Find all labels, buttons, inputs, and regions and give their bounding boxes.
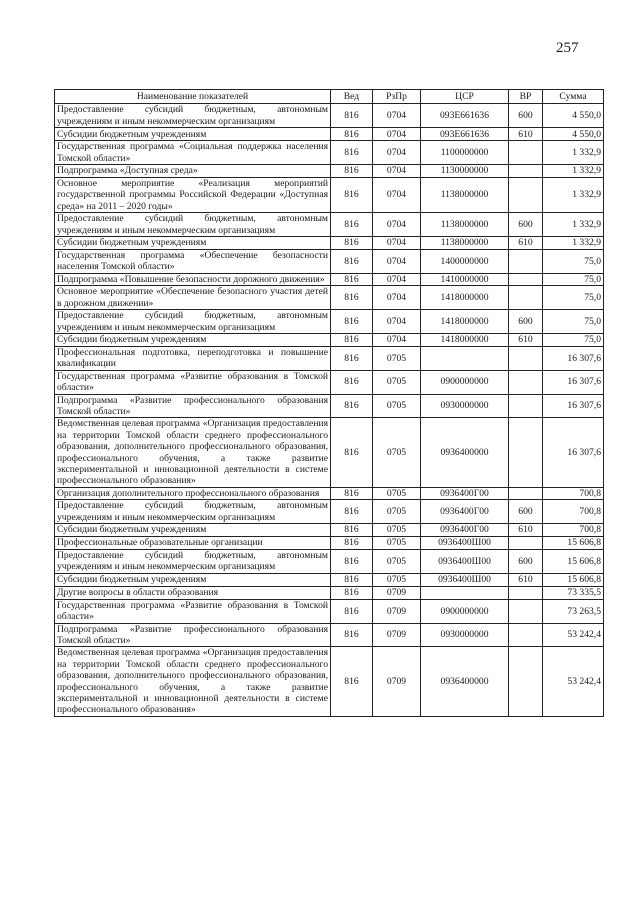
row-name: Государственная программа «Социальная поддержка населения Томской области» bbox=[55, 141, 331, 165]
header-vr: ВР bbox=[509, 90, 543, 104]
row-ved: 816 bbox=[331, 500, 373, 524]
table-body bbox=[55, 104, 604, 716]
page-number: 257 bbox=[556, 40, 579, 56]
row-ved: 816 bbox=[331, 273, 373, 285]
row-rzpr: 0705 bbox=[373, 500, 421, 524]
row-rzpr: 0704 bbox=[373, 310, 421, 334]
row-sum: 1 332,9 bbox=[543, 141, 604, 165]
row-ved: 816 bbox=[331, 550, 373, 574]
row-name: Субсидии бюджетным учреждениям bbox=[55, 573, 331, 586]
row-ved: 816 bbox=[331, 346, 373, 370]
row-name: Ведомственная целевая программа «Организация предоставления на территории Томской области среднего профессионального образования, дополнительного профессионального образования, профессионального обучения, а также развитие экспериментальной и инновационной деятельности в системе профессионального образования» bbox=[55, 647, 331, 716]
row-vr bbox=[509, 487, 543, 499]
row-ved: 816 bbox=[331, 141, 373, 165]
table-row bbox=[55, 286, 604, 310]
row-rzpr: 0704 bbox=[373, 213, 421, 237]
row-rzpr: 0704 bbox=[373, 104, 421, 128]
row-vr bbox=[509, 599, 543, 623]
row-ved: 816 bbox=[331, 286, 373, 310]
row-sum: 1 332,9 bbox=[543, 237, 604, 250]
table-row bbox=[55, 213, 604, 237]
row-sum: 16 307,6 bbox=[543, 418, 604, 487]
table-row bbox=[55, 346, 604, 370]
table-row bbox=[55, 128, 604, 141]
row-rzpr: 0709 bbox=[373, 586, 421, 599]
row-sum: 53 242,4 bbox=[543, 623, 604, 647]
row-sum: 4 550,0 bbox=[543, 128, 604, 141]
row-sum: 1 332,9 bbox=[543, 213, 604, 237]
row-sum: 4 550,0 bbox=[543, 104, 604, 128]
row-csr: 0936400000 bbox=[421, 418, 509, 487]
table-row bbox=[55, 370, 604, 394]
row-name: Основное мероприятие «Реализация мероприятий государственной программы Российской Федерации «Доступная среда» на 2011 – 2020 годы» bbox=[55, 178, 331, 213]
table-row bbox=[55, 250, 604, 274]
row-rzpr: 0705 bbox=[373, 370, 421, 394]
row-rzpr: 0704 bbox=[373, 178, 421, 213]
row-csr: 0936400Г00 bbox=[421, 524, 509, 537]
row-ved: 816 bbox=[331, 310, 373, 334]
row-rzpr: 0705 bbox=[373, 418, 421, 487]
row-ved: 816 bbox=[331, 128, 373, 141]
budget-table bbox=[54, 89, 604, 717]
table-row bbox=[55, 178, 604, 213]
row-csr bbox=[421, 586, 509, 599]
row-ved: 816 bbox=[331, 250, 373, 274]
row-csr: 1400000000 bbox=[421, 250, 509, 274]
row-sum: 73 335,5 bbox=[543, 586, 604, 599]
header-rzpr: РзПр bbox=[373, 90, 421, 104]
row-sum: 73 263,5 bbox=[543, 599, 604, 623]
table-row bbox=[55, 273, 604, 285]
row-csr: 0900000000 bbox=[421, 599, 509, 623]
table-row bbox=[55, 165, 604, 178]
row-csr: 1100000000 bbox=[421, 141, 509, 165]
row-ved: 816 bbox=[331, 394, 373, 418]
row-rzpr: 0704 bbox=[373, 165, 421, 178]
row-csr: 1418000000 bbox=[421, 333, 509, 346]
row-csr: 0936400Ш00 bbox=[421, 573, 509, 586]
row-csr: 1418000000 bbox=[421, 310, 509, 334]
table-row bbox=[55, 500, 604, 524]
row-rzpr: 0704 bbox=[373, 250, 421, 274]
row-name: Государственная программа «Развитие образования в Томской области» bbox=[55, 370, 331, 394]
row-sum: 700,8 bbox=[543, 524, 604, 537]
row-sum: 15 606,8 bbox=[543, 537, 604, 550]
table-row bbox=[55, 623, 604, 647]
row-csr: 1138000000 bbox=[421, 237, 509, 250]
row-csr: 093Е661636 bbox=[421, 104, 509, 128]
row-csr: 0936400Г00 bbox=[421, 500, 509, 524]
row-vr bbox=[509, 586, 543, 599]
row-csr: 1130000000 bbox=[421, 165, 509, 178]
row-vr: 610 bbox=[509, 333, 543, 346]
header-csr: ЦСР bbox=[421, 90, 509, 104]
row-vr: 610 bbox=[509, 128, 543, 141]
row-rzpr: 0704 bbox=[373, 273, 421, 285]
table-header bbox=[55, 90, 604, 104]
row-vr bbox=[509, 250, 543, 274]
header-sum: Сумма bbox=[543, 90, 604, 104]
row-csr: 0936400Г00 bbox=[421, 487, 509, 499]
row-vr: 610 bbox=[509, 524, 543, 537]
table-row bbox=[55, 524, 604, 537]
row-sum: 16 307,6 bbox=[543, 394, 604, 418]
row-name: Предоставление субсидий бюджетным, автономным учреждениям и иным некоммерческим организациям bbox=[55, 104, 331, 128]
row-vr bbox=[509, 141, 543, 165]
row-csr: 0936400000 bbox=[421, 647, 509, 716]
row-ved: 816 bbox=[331, 586, 373, 599]
row-csr: 1138000000 bbox=[421, 178, 509, 213]
table-row bbox=[55, 599, 604, 623]
header-ved: Вед bbox=[331, 90, 373, 104]
row-csr: 0930000000 bbox=[421, 623, 509, 647]
row-sum: 700,8 bbox=[543, 487, 604, 499]
row-sum: 16 307,6 bbox=[543, 370, 604, 394]
row-name: Предоставление субсидий бюджетным, автономным учреждениям и иным некоммерческим организациям bbox=[55, 500, 331, 524]
table-row bbox=[55, 586, 604, 599]
row-sum: 15 606,8 bbox=[543, 550, 604, 574]
row-vr: 600 bbox=[509, 550, 543, 574]
row-vr bbox=[509, 178, 543, 213]
header-row bbox=[55, 90, 604, 104]
row-ved: 816 bbox=[331, 165, 373, 178]
row-sum: 1 332,9 bbox=[543, 178, 604, 213]
row-rzpr: 0705 bbox=[373, 394, 421, 418]
row-sum: 1 332,9 bbox=[543, 165, 604, 178]
row-vr bbox=[509, 165, 543, 178]
row-ved: 816 bbox=[331, 370, 373, 394]
row-name: Профессиональные образовательные организации bbox=[55, 537, 331, 550]
row-vr bbox=[509, 418, 543, 487]
row-csr: 1418000000 bbox=[421, 286, 509, 310]
row-name: Предоставление субсидий бюджетным, автономным учреждениям и иным некоммерческим организациям bbox=[55, 550, 331, 574]
row-ved: 816 bbox=[331, 623, 373, 647]
row-vr bbox=[509, 273, 543, 285]
row-name: Подпрограмма «Повышение безопасности дорожного движения» bbox=[55, 273, 331, 285]
row-vr bbox=[509, 286, 543, 310]
row-ved: 816 bbox=[331, 178, 373, 213]
row-rzpr: 0709 bbox=[373, 599, 421, 623]
row-csr: 1138000000 bbox=[421, 213, 509, 237]
row-name: Субсидии бюджетным учреждениям bbox=[55, 333, 331, 346]
row-rzpr: 0704 bbox=[373, 333, 421, 346]
table-row bbox=[55, 394, 604, 418]
row-rzpr: 0704 bbox=[373, 286, 421, 310]
row-name: Основное мероприятие «Обеспечение безопасного участия детей в дорожном движении» bbox=[55, 286, 331, 310]
table-row bbox=[55, 104, 604, 128]
row-ved: 816 bbox=[331, 237, 373, 250]
row-rzpr: 0709 bbox=[373, 647, 421, 716]
row-vr bbox=[509, 647, 543, 716]
row-ved: 816 bbox=[331, 333, 373, 346]
row-sum: 16 307,6 bbox=[543, 346, 604, 370]
row-csr bbox=[421, 346, 509, 370]
row-ved: 816 bbox=[331, 537, 373, 550]
row-ved: 816 bbox=[331, 647, 373, 716]
row-name: Подпрограмма «Развитие профессионального образования Томской области» bbox=[55, 623, 331, 647]
row-name: Ведомственная целевая программа «Организация предоставления на территории Томской области среднего профессионального образования, дополнительного профессионального образования, профессионального обучения, а также развитие экспериментальной и инновационной деятельности в системе профессионального образования» bbox=[55, 418, 331, 487]
table-row bbox=[55, 418, 604, 487]
row-ved: 816 bbox=[331, 213, 373, 237]
row-name: Профессиональная подготовка, переподготовка и повышение квалификации bbox=[55, 346, 331, 370]
row-sum: 75,0 bbox=[543, 310, 604, 334]
table-row bbox=[55, 141, 604, 165]
row-sum: 15 606,8 bbox=[543, 573, 604, 586]
row-rzpr: 0709 bbox=[373, 623, 421, 647]
row-vr bbox=[509, 537, 543, 550]
row-csr: 0900000000 bbox=[421, 370, 509, 394]
row-sum: 75,0 bbox=[543, 273, 604, 285]
row-rzpr: 0705 bbox=[373, 537, 421, 550]
row-rzpr: 0705 bbox=[373, 346, 421, 370]
row-ved: 816 bbox=[331, 418, 373, 487]
row-sum: 75,0 bbox=[543, 286, 604, 310]
row-rzpr: 0704 bbox=[373, 128, 421, 141]
header-name: Наименование показателей bbox=[55, 90, 331, 104]
row-vr: 600 bbox=[509, 213, 543, 237]
row-csr: 1410000000 bbox=[421, 273, 509, 285]
row-rzpr: 0705 bbox=[373, 550, 421, 574]
row-name: Предоставление субсидий бюджетным, автономным учреждениям и иным некоммерческим организациям bbox=[55, 310, 331, 334]
row-vr: 610 bbox=[509, 237, 543, 250]
row-csr: 093Е661636 bbox=[421, 128, 509, 141]
row-name: Субсидии бюджетным учреждениям bbox=[55, 524, 331, 537]
row-ved: 816 bbox=[331, 573, 373, 586]
row-rzpr: 0704 bbox=[373, 141, 421, 165]
row-sum: 53 242,4 bbox=[543, 647, 604, 716]
row-name: Государственная программа «Обеспечение безопасности населения Томской области» bbox=[55, 250, 331, 274]
row-vr: 600 bbox=[509, 104, 543, 128]
row-name: Подпрограмма «Доступная среда» bbox=[55, 165, 331, 178]
table-row bbox=[55, 487, 604, 499]
table-row bbox=[55, 550, 604, 574]
row-rzpr: 0705 bbox=[373, 573, 421, 586]
row-vr: 600 bbox=[509, 500, 543, 524]
row-name: Субсидии бюджетным учреждениям bbox=[55, 237, 331, 250]
row-csr: 0936400Ш00 bbox=[421, 537, 509, 550]
table-row bbox=[55, 647, 604, 716]
row-rzpr: 0704 bbox=[373, 237, 421, 250]
row-name: Подпрограмма «Развитие профессионального образования Томской области» bbox=[55, 394, 331, 418]
row-ved: 816 bbox=[331, 487, 373, 499]
table-row bbox=[55, 333, 604, 346]
row-ved: 816 bbox=[331, 104, 373, 128]
row-name: Организация дополнительного профессионального образования bbox=[55, 487, 331, 499]
row-name: Предоставление субсидий бюджетным, автономным учреждениям и иным некоммерческим организациям bbox=[55, 213, 331, 237]
table-row bbox=[55, 237, 604, 250]
row-vr: 610 bbox=[509, 573, 543, 586]
row-vr bbox=[509, 370, 543, 394]
row-name: Другие вопросы в области образования bbox=[55, 586, 331, 599]
table-row bbox=[55, 310, 604, 334]
table-row bbox=[55, 573, 604, 586]
row-ved: 816 bbox=[331, 599, 373, 623]
row-sum: 75,0 bbox=[543, 250, 604, 274]
row-rzpr: 0705 bbox=[373, 487, 421, 499]
row-vr bbox=[509, 346, 543, 370]
row-vr: 600 bbox=[509, 310, 543, 334]
row-name: Субсидии бюджетным учреждениям bbox=[55, 128, 331, 141]
row-sum: 75,0 bbox=[543, 333, 604, 346]
row-sum: 700,8 bbox=[543, 500, 604, 524]
row-csr: 0936400Ш00 bbox=[421, 550, 509, 574]
row-ved: 816 bbox=[331, 524, 373, 537]
row-rzpr: 0705 bbox=[373, 524, 421, 537]
row-vr bbox=[509, 623, 543, 647]
row-csr: 0930000000 bbox=[421, 394, 509, 418]
row-name: Государственная программа «Развитие образования в Томской области» bbox=[55, 599, 331, 623]
row-vr bbox=[509, 394, 543, 418]
table-row bbox=[55, 537, 604, 550]
